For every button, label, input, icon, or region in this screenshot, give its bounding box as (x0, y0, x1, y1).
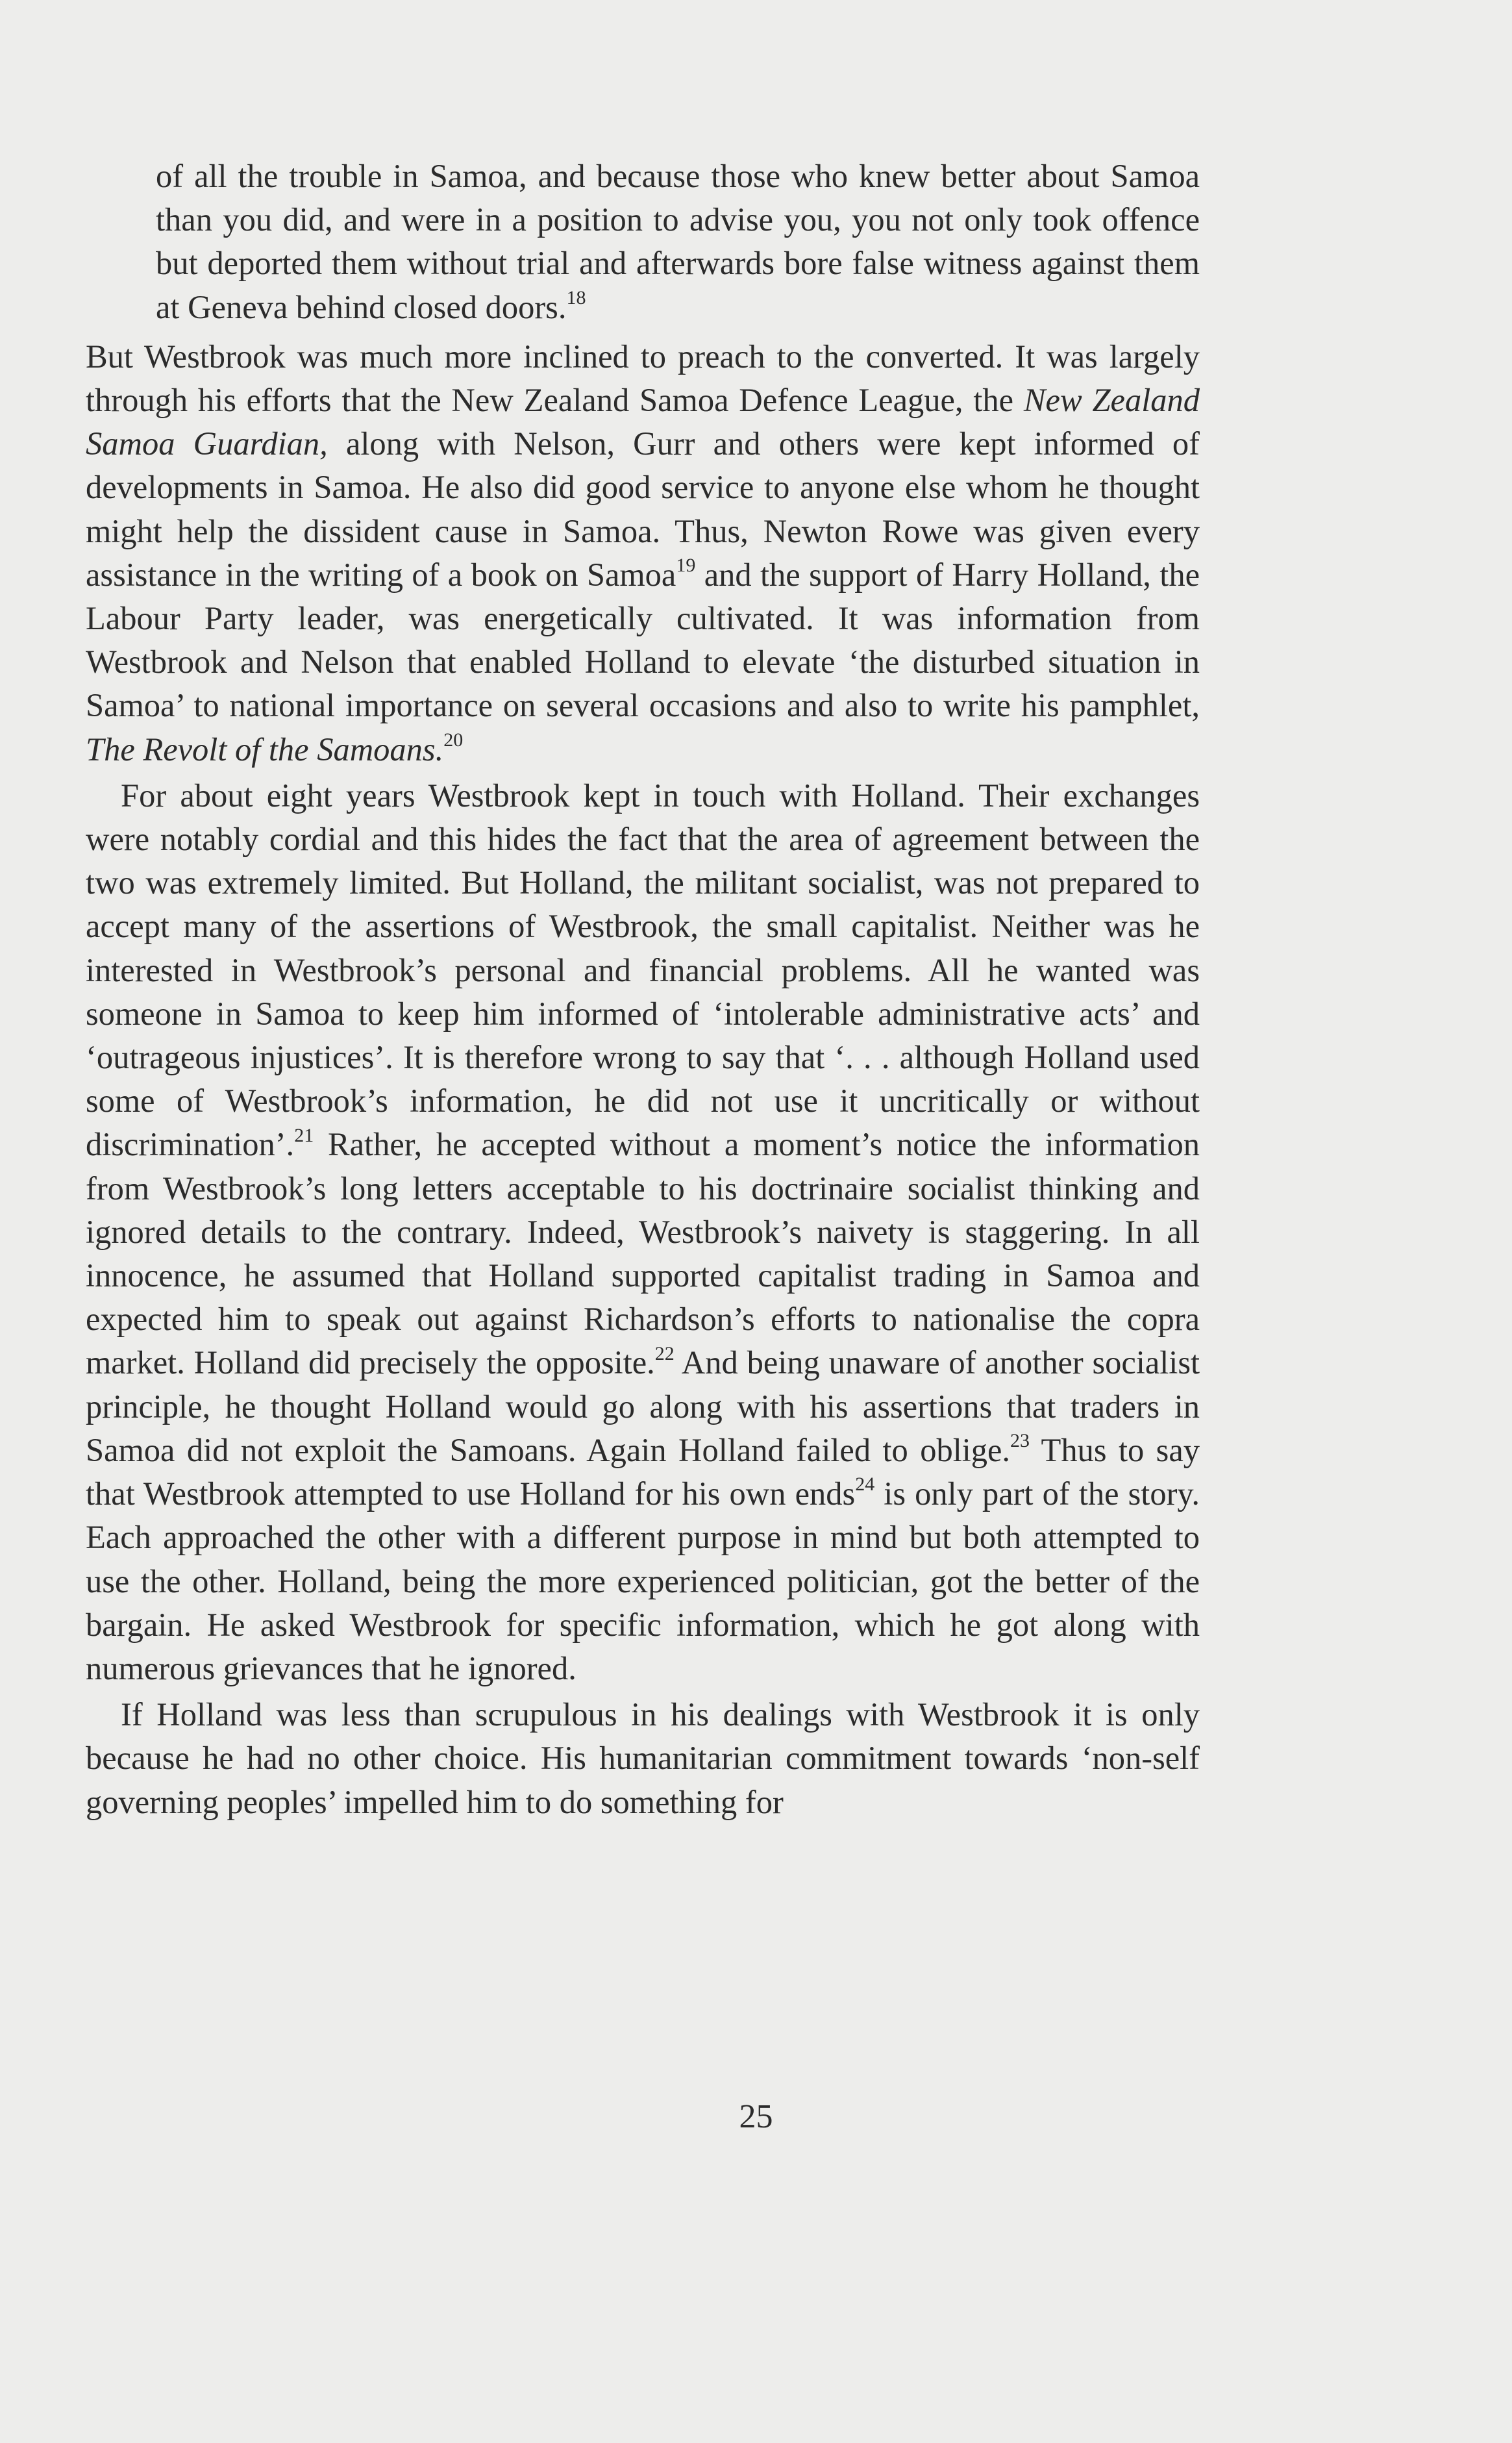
body-paragraph (86, 335, 1200, 771)
text-run: along with Nelson, Gurr and others were kept informed of developments in Samoa. He also did good service to anyone else whom he thought might help the dissident cause in Samoa. Thus, Newton Rowe was given every assistance in the writing of a book on Samoa (86, 425, 1200, 593)
text-run: of all the trouble in Samoa, and because those who knew better about Samoa than you did, and were in a position to advise you, you not only took offence but deported them without trial and afterwards bore false witness against them at Geneva behind closed doors. (156, 158, 1200, 325)
body-paragraph (86, 1693, 1200, 1824)
footnote-reference: 24 (855, 1473, 875, 1496)
footnote-reference: 22 (654, 1342, 675, 1364)
text-run: For about eight years Westbrook kept in touch with Holland. Their exchanges were notably cordial and this hides the fact that the area of agreement between the two was extremely limited. But Holland, the militant socialist, was not prepared to accept many of the assertions of Westbrook, the small capitalist. Neither was he interested in Westbrook’s personal and financial problems. All he wanted was someone in Samoa to keep him informed of ‘intolerable administrative acts’ and ‘outrageous injustices’. It is therefore wrong to say that ‘. . . although Holland used some of Westbrook’s information, he did not use it uncritically or without discrimination’. (86, 777, 1200, 1163)
text-run: Rather, he accepted without a moment’s notice the information from Westbrook’s long letters acceptable to his doctrinaire socialist thinking and ignored details to the contrary. Indeed, Westbrook’s naivety is staggering. In all innocence, he assumed that Holland supported capitalist trading in Samoa and expected him to speak out against Richardson’s efforts to nationalise the copra market. Holland did precisely the opposite. (86, 1126, 1200, 1381)
text-run: And being unaware of another socialist principle, he thought Holland would go along with his assertions that traders in Samoa did not exploit the Samoans. Again Holland failed to oblige. (86, 1344, 1200, 1468)
page-number: 25 (739, 2098, 773, 2135)
footnote-reference: 19 (676, 555, 696, 576)
footnote-reference: 23 (1010, 1430, 1030, 1452)
body-paragraph (86, 774, 1200, 1690)
text-run: is only part of the story. Each approached the other with a different purpose in mind but both attempted to use the other. Holland, being the more experienced politician, got the better of the bargain. He asked Westbrook for specific information, which he got along with numerous grievances that he ignored. (86, 1475, 1200, 1686)
page-body-text (86, 155, 1200, 1824)
footnote-reference: 18 (566, 286, 586, 308)
text-run: Thus to say that Westbrook attempted to use Holland for his own ends (86, 1431, 1200, 1512)
text-run: But Westbrook was much more inclined to preach to the converted. It was largely through his efforts that the New Zealand Samoa Defence League, the (86, 338, 1200, 419)
text-run: and the support of Harry Holland, the Labour Party leader, was energetically cultivated. It was information from Westbrook and Nelson that enabled Holland to elevate ‘the disturbed situation in Samoa’ to national importance on several occasions and also to write his pamphlet, (86, 556, 1200, 724)
block-quote (86, 155, 1200, 329)
footnote-reference: 21 (294, 1124, 314, 1146)
italic-title: New Zealand Samoa Guardian, (86, 382, 1200, 462)
text-run: If Holland was less than scrupulous in his dealings with Westbrook it is only because he had no other choice. His humanitarian commitment towards ‘non-self governing peoples’ impelled him to do something for (86, 1696, 1200, 1820)
italic-title: The Revolt of the Samoans. (86, 731, 444, 768)
footnote-reference: 20 (443, 729, 464, 751)
